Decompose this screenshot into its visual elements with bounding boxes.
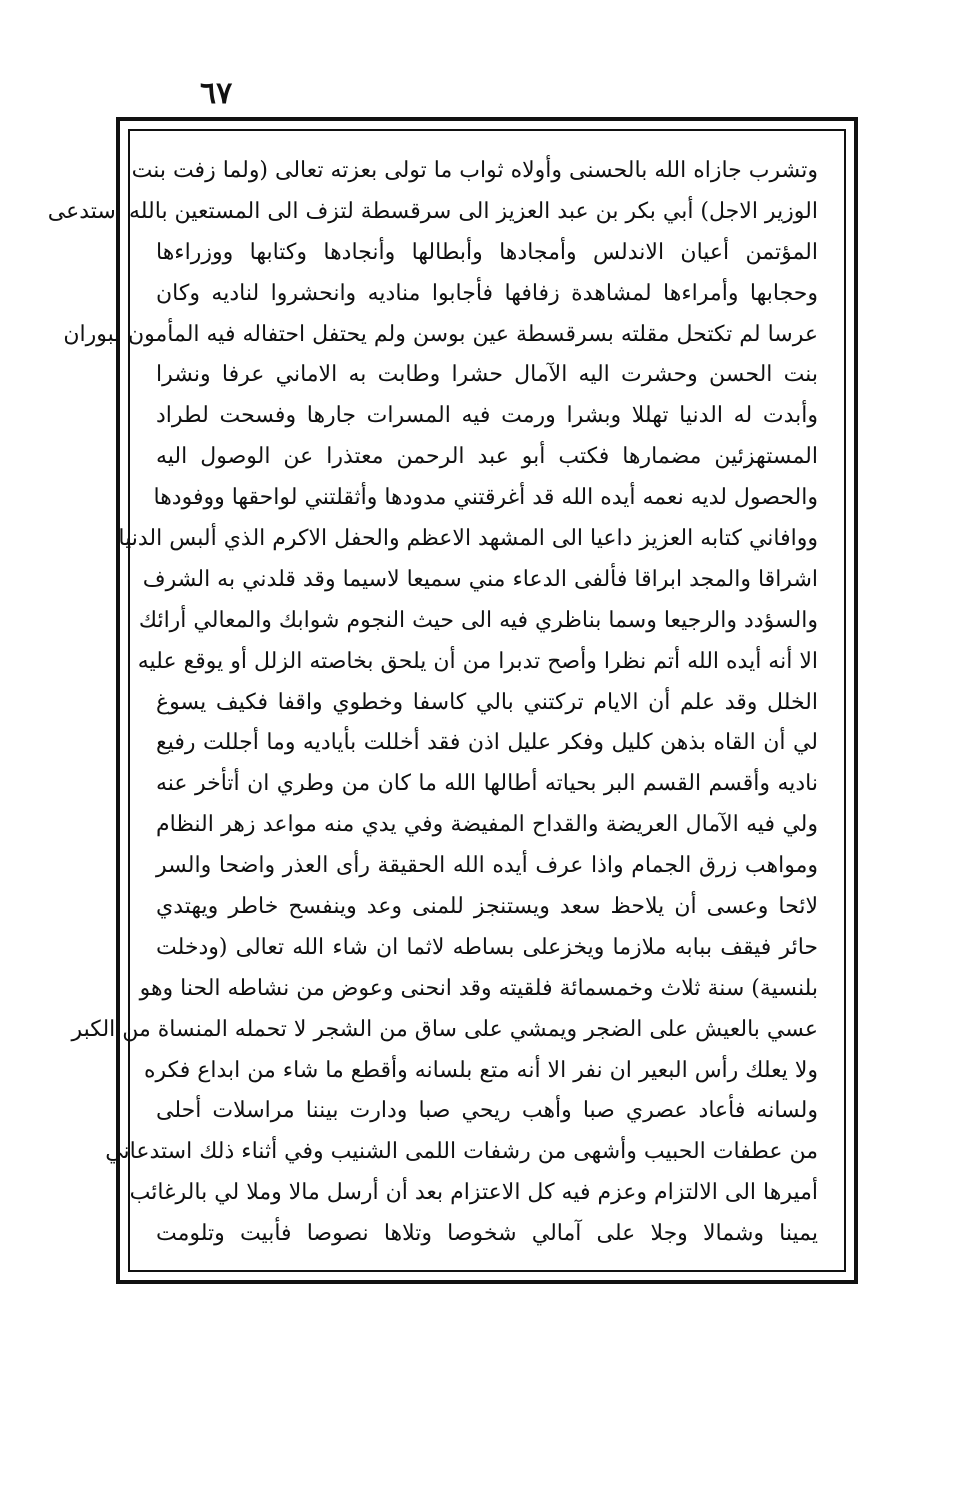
text-line: الا أنه أيده الله أتم نظرا وأصح تدبرا من أن يلحق بخاصته الزلل أو يوقع عليه: [137, 648, 818, 674]
text-line: ولا يعلك رأس البعير ان نفر الا أنه متع بلسانه وأقطع ما شاء من ابداع فكره: [143, 1057, 818, 1083]
text-line: ناديه وأقسم القسم البر بحياته أطالها الله ما كان من وطري ان أتأخر عنه: [156, 771, 818, 797]
text-line: والسؤدد والرجيعا وسما بناظري فيه الى حيث النجوم شوابك والمعالي أرائك: [138, 607, 818, 633]
text-line: عسي بالعيش على الضجر ويمشي على ساق من الشجر لا تحمله المنساة من الكبر: [71, 1016, 818, 1042]
text-line: ولسانه فأعاد عصري صبا وأهب ريحي صبا ودارت بيننا مراسلات أحلى: [156, 1098, 818, 1124]
text-line: المؤتمن أعيان الاندلس وأمجادها وأبطالها وأنجادها وكتابها ووزراءها: [156, 239, 818, 265]
text-line: وحجابها وأمراءها لمشاهدة زفافها فأجابوا مناديه وانحشروا لناديه وكان: [156, 280, 818, 306]
text-line: ومواهب زرق الجمام واذا عرف أيده الله الحقيقة رأى العذر واضحا والسر: [156, 853, 818, 879]
text-line: بنت الحسن وحشرت اليه الآمال حشرا وطابت به الاماني عرفا ونشرا: [156, 362, 818, 388]
text-line: اشراقا والمجد ابراقا فألفى الدعاء مني سميعا لاسيما وقد قلدني به الشرف: [142, 566, 818, 592]
text-frame-outer: [47, 117, 858, 1284]
text-line: من عطفات الحبيب وأشهى من رشفات اللمى الشنيب وفي أثناء ذلك استدعاني: [105, 1139, 818, 1165]
text-line: عرسا لم تكتحل مقلته بسرقسطة عين بوسن ولم يحتفل احتفاله فيه المأمون لبوران: [63, 321, 818, 347]
text-line: وأبدت له الدنيا تهللا وبشرا ورمت فيه المسرات جارها وفسحت لطراد: [156, 403, 818, 429]
text-line: لائحا وعسى أن يلاحظ سعد ويستنجز للمنى وعد وينفسح خاطر ويهتدي: [156, 894, 818, 920]
text-line: ووافاني كتابه العزيز داعيا الى المشهد الاعظم والحفل الاكرم الذي ألبس الدنيا: [118, 526, 818, 552]
text-block: [47, 151, 818, 1256]
text-line: وتشرب جازاه الله بالحسنى وأولاه ثواب ما تولى بعزته تعالى (ولما زفت بنت: [131, 158, 818, 183]
text-frame-inner: [47, 129, 846, 1272]
text-line: المستهزئين مضمارها فكتب أبو عبد الرحمن معتذرا عن الوصول اليه: [156, 444, 818, 470]
page-number: ٦٧: [200, 76, 233, 111]
text-line: الوزير الاجل) أبي بكر بن عبد العزيز الى سرقسطة لتزف الى المستعين بالله استدعى: [47, 198, 818, 224]
text-line: حائر فيقف ببابه ملازما ويخزعلى بساطه لاثما ان شاء الله تعالى (ودخلت: [156, 934, 818, 960]
text-line: والحصول لديه نعمه أيده الله قد أغرقتني مدودها وأثقلتني لواحقها ووفودها: [153, 485, 818, 511]
text-line: الخلل وقد علم أن الايام تركتني بالي كاسفا وخطوي واقفا فكيف يسوغ: [156, 689, 818, 715]
text-line: لي أن القاه بذهن كليل وفكر عليل اذن فقد أخللت بأياديه وما أجللت رفيع: [156, 730, 818, 756]
text-line: بلنسية) سنة ثلاث وخمسمائة فلقيته وقد انحنى وعوض من نشاطه الحنا وهو: [139, 975, 818, 1001]
text-line: ولي فيه الآمال العريضة والقداح المفيضة وفي يدي منه مواعد زهر النظام: [156, 812, 818, 838]
text-line: يمينا وشمالا وجلا على آمالي شخوصا وتلاها نصوصا فأبيت وتلومت: [156, 1221, 818, 1247]
text-line: أميرها الى الالتزام وعزم فيه كل الاعتزام بعد أن أرسل مالا وملا لي بالرغائب: [129, 1180, 818, 1206]
